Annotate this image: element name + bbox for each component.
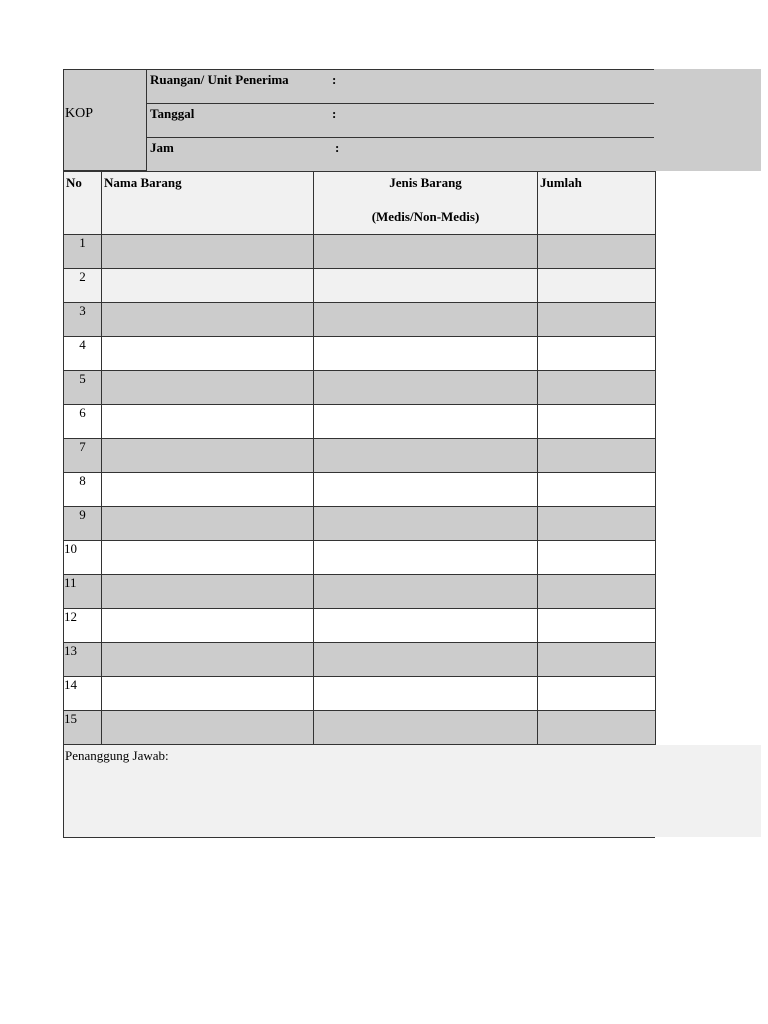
table-row — [64, 303, 656, 337]
row-number: 8 — [64, 473, 102, 507]
table-row — [64, 269, 656, 303]
cell-jumlah[interactable] — [538, 575, 656, 609]
kop-label: KOP — [65, 106, 94, 121]
table-row — [64, 439, 656, 473]
jenis-barang-label: Jenis Barang — [389, 175, 462, 190]
row-number: 5 — [64, 371, 102, 405]
cell-jumlah[interactable] — [538, 439, 656, 473]
field-label-tanggal: Tanggal — [150, 106, 195, 121]
table-row — [64, 643, 656, 677]
row-number: 10 — [64, 541, 102, 575]
row-number: 15 — [64, 711, 102, 745]
field-label-ruangan: Ruangan/ Unit Penerima — [150, 72, 289, 87]
cell-nama-barang[interactable] — [102, 303, 314, 337]
cell-jenis-barang[interactable] — [314, 235, 538, 269]
cell-jumlah[interactable] — [538, 541, 656, 575]
row-number: 9 — [64, 507, 102, 541]
row-number: 7 — [64, 439, 102, 473]
cell-nama-barang[interactable] — [102, 643, 314, 677]
col-header-jumlah: Jumlah — [538, 172, 656, 235]
row-number: 3 — [64, 303, 102, 337]
table-row — [64, 507, 656, 541]
cell-jenis-barang[interactable] — [314, 609, 538, 643]
table-row — [64, 473, 656, 507]
col-header-nama-barang: Nama Barang — [102, 172, 314, 235]
cell-jenis-barang[interactable] — [314, 643, 538, 677]
penanggung-jawab-label: Penanggung Jawab: — [65, 748, 169, 763]
row-number: 12 — [64, 609, 102, 643]
table-row — [64, 677, 656, 711]
table-row — [64, 371, 656, 405]
row-number: 1 — [64, 235, 102, 269]
table-row — [64, 575, 656, 609]
cell-jumlah[interactable] — [538, 371, 656, 405]
cell-nama-barang[interactable] — [102, 371, 314, 405]
cell-jumlah[interactable] — [538, 677, 656, 711]
cell-jenis-barang[interactable] — [314, 269, 538, 303]
field-label-jam: Jam — [150, 140, 174, 155]
cell-jumlah[interactable] — [538, 507, 656, 541]
table-row — [64, 235, 656, 269]
col-header-jenis-barang — [314, 172, 538, 235]
cell-nama-barang[interactable] — [102, 575, 314, 609]
cell-jenis-barang[interactable] — [314, 575, 538, 609]
cell-nama-barang[interactable] — [102, 235, 314, 269]
cell-jenis-barang[interactable] — [314, 541, 538, 575]
cell-jenis-barang[interactable] — [314, 473, 538, 507]
field-colon-jam: : — [335, 140, 340, 155]
jenis-barang-sub: (Medis/Non-Medis) — [371, 209, 480, 224]
row-number: 4 — [64, 337, 102, 371]
cell-jumlah[interactable] — [538, 337, 656, 371]
header-divider — [147, 137, 654, 138]
field-colon-ruangan: : — [332, 72, 337, 87]
cell-nama-barang[interactable] — [102, 711, 314, 745]
cell-nama-barang[interactable] — [102, 541, 314, 575]
cell-nama-barang[interactable] — [102, 677, 314, 711]
cell-jenis-barang[interactable] — [314, 405, 538, 439]
cell-jenis-barang[interactable] — [314, 507, 538, 541]
cell-nama-barang[interactable] — [102, 439, 314, 473]
cell-jenis-barang[interactable] — [314, 677, 538, 711]
cell-jenis-barang[interactable] — [314, 439, 538, 473]
cell-nama-barang[interactable] — [102, 507, 314, 541]
cell-jenis-barang[interactable] — [314, 303, 538, 337]
cell-jenis-barang[interactable] — [314, 337, 538, 371]
cell-jumlah[interactable] — [538, 405, 656, 439]
row-number: 14 — [64, 677, 102, 711]
cell-jumlah[interactable] — [538, 609, 656, 643]
cell-jumlah[interactable] — [538, 303, 656, 337]
col-header-no: No — [64, 172, 102, 235]
cell-nama-barang[interactable] — [102, 337, 314, 371]
items-table — [63, 171, 656, 745]
row-number: 2 — [64, 269, 102, 303]
table-row — [64, 405, 656, 439]
cell-jumlah[interactable] — [538, 711, 656, 745]
cell-nama-barang[interactable] — [102, 405, 314, 439]
row-number: 13 — [64, 643, 102, 677]
footer-bottom-border — [63, 837, 655, 838]
cell-jumlah[interactable] — [538, 473, 656, 507]
header-divider — [147, 103, 654, 104]
table-row — [64, 337, 656, 371]
table-row — [64, 541, 656, 575]
cell-nama-barang[interactable] — [102, 609, 314, 643]
row-number: 6 — [64, 405, 102, 439]
footer-left-border — [63, 745, 64, 837]
cell-nama-barang[interactable] — [102, 269, 314, 303]
cell-jumlah[interactable] — [538, 643, 656, 677]
row-number: 11 — [64, 575, 102, 609]
table-row — [64, 609, 656, 643]
cell-nama-barang[interactable] — [102, 473, 314, 507]
table-row — [64, 711, 656, 745]
cell-jumlah[interactable] — [538, 235, 656, 269]
table-header-row — [64, 172, 656, 235]
header-top-border — [147, 69, 654, 70]
cell-jenis-barang[interactable] — [314, 711, 538, 745]
cell-jenis-barang[interactable] — [314, 371, 538, 405]
cell-jumlah[interactable] — [538, 269, 656, 303]
field-colon-tanggal: : — [332, 106, 337, 121]
